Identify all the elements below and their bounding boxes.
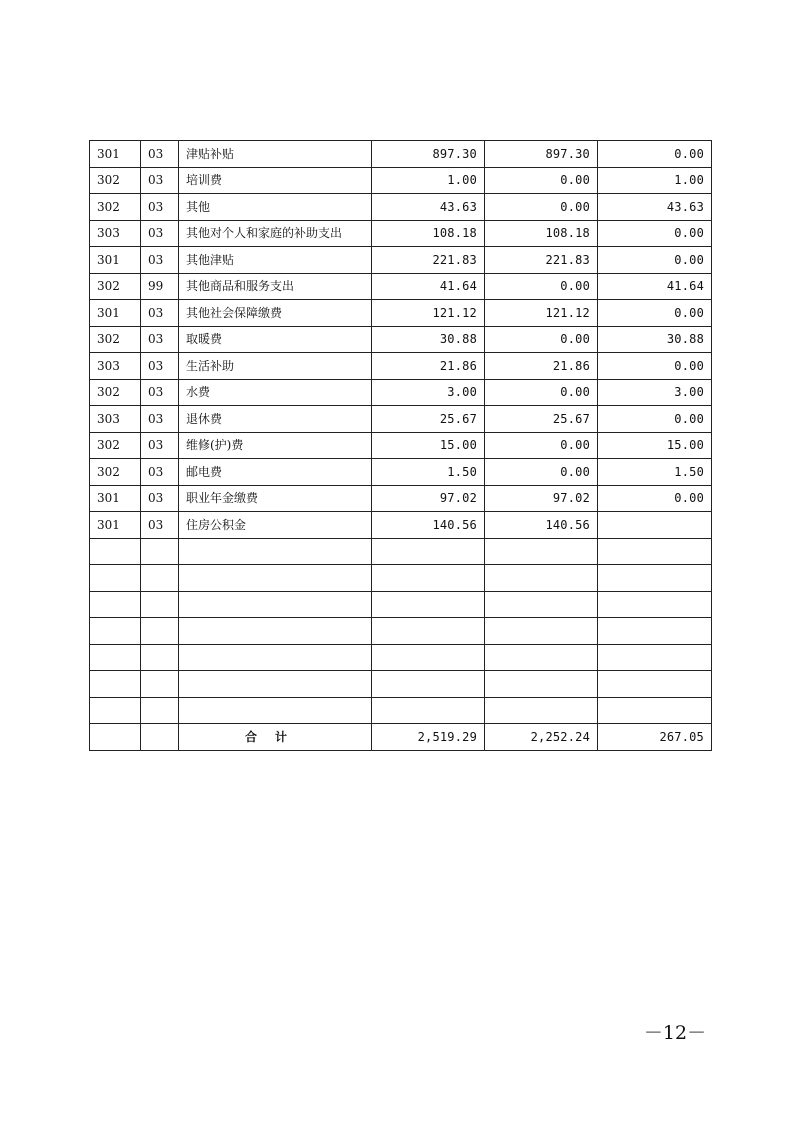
project-amount-cell <box>598 565 712 592</box>
basic-amount-cell: 0.00 <box>485 326 598 353</box>
project-amount-cell: 0.00 <box>598 220 712 247</box>
basic-amount-cell: 0.00 <box>485 379 598 406</box>
project-amount-cell: 0.00 <box>598 300 712 327</box>
project-amount-cell <box>598 697 712 724</box>
table-row <box>90 591 712 618</box>
item-name-cell: 其他商品和服务支出 <box>179 273 372 300</box>
item-name-cell <box>179 644 372 671</box>
item-name-cell: 其他社会保障缴费 <box>179 300 372 327</box>
item-code-cell: 03 <box>141 432 179 459</box>
basic-amount-cell: 221.83 <box>485 247 598 274</box>
class-code-cell: 303 <box>90 406 141 433</box>
project-amount-cell: 3.00 <box>598 379 712 406</box>
table-row <box>90 273 712 300</box>
basic-amount-cell: 0.00 <box>485 459 598 486</box>
table-row <box>90 167 712 194</box>
item-name-cell: 职业年金缴费 <box>179 485 372 512</box>
class-code-cell: 301 <box>90 247 141 274</box>
table-row <box>90 671 712 698</box>
basic-amount-cell: 897.30 <box>485 141 598 168</box>
table-row <box>90 406 712 433</box>
table-row <box>90 565 712 592</box>
total-amount-cell: 1.00 <box>372 167 485 194</box>
class-code-cell <box>90 671 141 698</box>
total-empty-cell <box>141 724 179 751</box>
total-amount-cell <box>372 565 485 592</box>
class-code-cell <box>90 644 141 671</box>
basic-amount-cell: 0.00 <box>485 194 598 221</box>
item-name-cell <box>179 591 372 618</box>
class-code-cell <box>90 538 141 565</box>
basic-total-cell: 2,252.24 <box>485 724 598 751</box>
total-amount-cell <box>372 618 485 645</box>
item-name-cell: 其他津贴 <box>179 247 372 274</box>
item-name-cell: 其他对个人和家庭的补助支出 <box>179 220 372 247</box>
item-name-cell: 津贴补贴 <box>179 141 372 168</box>
item-code-cell <box>141 671 179 698</box>
table-row <box>90 485 712 512</box>
item-code-cell: 03 <box>141 247 179 274</box>
total-amount-cell <box>372 697 485 724</box>
class-code-cell: 301 <box>90 485 141 512</box>
item-code-cell: 03 <box>141 300 179 327</box>
grand-total-cell: 2,519.29 <box>372 724 485 751</box>
class-code-cell: 302 <box>90 379 141 406</box>
item-code-cell: 03 <box>141 141 179 168</box>
item-name-cell <box>179 565 372 592</box>
item-code-cell <box>141 618 179 645</box>
item-code-cell: 03 <box>141 379 179 406</box>
item-name-cell: 水费 <box>179 379 372 406</box>
total-amount-cell: 15.00 <box>372 432 485 459</box>
total-amount-cell: 41.64 <box>372 273 485 300</box>
table-body <box>90 141 712 751</box>
item-code-cell: 03 <box>141 326 179 353</box>
total-amount-cell: 897.30 <box>372 141 485 168</box>
table-row <box>90 247 712 274</box>
total-amount-cell <box>372 644 485 671</box>
basic-amount-cell: 140.56 <box>485 512 598 539</box>
project-amount-cell: 0.00 <box>598 141 712 168</box>
project-amount-cell <box>598 618 712 645</box>
class-code-cell: 301 <box>90 512 141 539</box>
item-name-cell <box>179 618 372 645</box>
class-code-cell <box>90 591 141 618</box>
project-amount-cell <box>598 644 712 671</box>
basic-amount-cell: 108.18 <box>485 220 598 247</box>
project-amount-cell: 0.00 <box>598 247 712 274</box>
item-code-cell: 03 <box>141 406 179 433</box>
basic-amount-cell: 121.12 <box>485 300 598 327</box>
class-code-cell: 301 <box>90 141 141 168</box>
project-amount-cell <box>598 591 712 618</box>
basic-amount-cell: 0.00 <box>485 432 598 459</box>
class-code-cell: 302 <box>90 167 141 194</box>
class-code-cell: 302 <box>90 432 141 459</box>
project-amount-cell: 0.00 <box>598 406 712 433</box>
total-amount-cell: 1.50 <box>372 459 485 486</box>
class-code-cell <box>90 697 141 724</box>
total-amount-cell <box>372 591 485 618</box>
project-amount-cell: 0.00 <box>598 353 712 380</box>
total-amount-cell: 43.63 <box>372 194 485 221</box>
item-name-cell: 培训费 <box>179 167 372 194</box>
total-amount-cell: 97.02 <box>372 485 485 512</box>
expenditure-table <box>89 140 712 751</box>
project-amount-cell: 43.63 <box>598 194 712 221</box>
item-code-cell: 03 <box>141 167 179 194</box>
basic-amount-cell <box>485 618 598 645</box>
basic-amount-cell: 25.67 <box>485 406 598 433</box>
item-name-cell: 住房公积金 <box>179 512 372 539</box>
table-row <box>90 220 712 247</box>
total-amount-cell: 108.18 <box>372 220 485 247</box>
total-label-cell: 合计 <box>179 724 372 751</box>
table-row <box>90 512 712 539</box>
item-name-cell: 其他 <box>179 194 372 221</box>
item-code-cell: 03 <box>141 459 179 486</box>
project-amount-cell <box>598 538 712 565</box>
item-code-cell <box>141 565 179 592</box>
class-code-cell: 301 <box>90 300 141 327</box>
table-row <box>90 326 712 353</box>
table-row <box>90 194 712 221</box>
table-row <box>90 697 712 724</box>
basic-amount-cell <box>485 591 598 618</box>
table-row <box>90 644 712 671</box>
item-code-cell: 03 <box>141 194 179 221</box>
total-amount-cell: 140.56 <box>372 512 485 539</box>
total-amount-cell: 21.86 <box>372 353 485 380</box>
item-name-cell: 维修(护)费 <box>179 432 372 459</box>
item-code-cell: 03 <box>141 512 179 539</box>
table-row <box>90 300 712 327</box>
class-code-cell: 302 <box>90 273 141 300</box>
basic-amount-cell <box>485 538 598 565</box>
project-amount-cell: 30.88 <box>598 326 712 353</box>
item-name-cell: 生活补助 <box>179 353 372 380</box>
project-amount-cell: 41.64 <box>598 273 712 300</box>
table-row <box>90 141 712 168</box>
item-name-cell <box>179 697 372 724</box>
total-amount-cell: 221.83 <box>372 247 485 274</box>
item-code-cell <box>141 591 179 618</box>
class-code-cell <box>90 618 141 645</box>
class-code-cell: 302 <box>90 326 141 353</box>
total-amount-cell: 30.88 <box>372 326 485 353</box>
item-name-cell: 退休费 <box>179 406 372 433</box>
project-amount-cell <box>598 512 712 539</box>
project-amount-cell: 15.00 <box>598 432 712 459</box>
item-name-cell <box>179 538 372 565</box>
class-code-cell: 303 <box>90 353 141 380</box>
item-name-cell <box>179 671 372 698</box>
item-code-cell: 03 <box>141 353 179 380</box>
table-row <box>90 538 712 565</box>
item-code-cell: 99 <box>141 273 179 300</box>
class-code-cell: 302 <box>90 194 141 221</box>
table-row <box>90 459 712 486</box>
total-amount-cell: 3.00 <box>372 379 485 406</box>
project-amount-cell: 1.50 <box>598 459 712 486</box>
basic-amount-cell <box>485 565 598 592</box>
table-row <box>90 618 712 645</box>
total-amount-cell <box>372 671 485 698</box>
total-empty-cell <box>90 724 141 751</box>
total-amount-cell: 121.12 <box>372 300 485 327</box>
total-amount-cell <box>372 538 485 565</box>
class-code-cell <box>90 565 141 592</box>
class-code-cell: 303 <box>90 220 141 247</box>
item-name-cell: 邮电费 <box>179 459 372 486</box>
basic-amount-cell <box>485 697 598 724</box>
item-code-cell <box>141 644 179 671</box>
item-code-cell: 03 <box>141 220 179 247</box>
basic-amount-cell: 0.00 <box>485 273 598 300</box>
total-amount-cell: 25.67 <box>372 406 485 433</box>
total-row <box>90 724 712 751</box>
project-amount-cell <box>598 671 712 698</box>
table-row <box>90 432 712 459</box>
basic-amount-cell <box>485 671 598 698</box>
basic-amount-cell: 0.00 <box>485 167 598 194</box>
item-code-cell: 03 <box>141 485 179 512</box>
item-code-cell <box>141 538 179 565</box>
project-amount-cell: 1.00 <box>598 167 712 194</box>
basic-amount-cell: 97.02 <box>485 485 598 512</box>
item-code-cell <box>141 697 179 724</box>
basic-amount-cell <box>485 644 598 671</box>
item-name-cell: 取暖费 <box>179 326 372 353</box>
basic-amount-cell: 21.86 <box>485 353 598 380</box>
class-code-cell: 302 <box>90 459 141 486</box>
table-row <box>90 353 712 380</box>
page-number: －12－ <box>643 1022 707 1044</box>
project-amount-cell: 0.00 <box>598 485 712 512</box>
table-row <box>90 379 712 406</box>
project-total-cell: 267.05 <box>598 724 712 751</box>
